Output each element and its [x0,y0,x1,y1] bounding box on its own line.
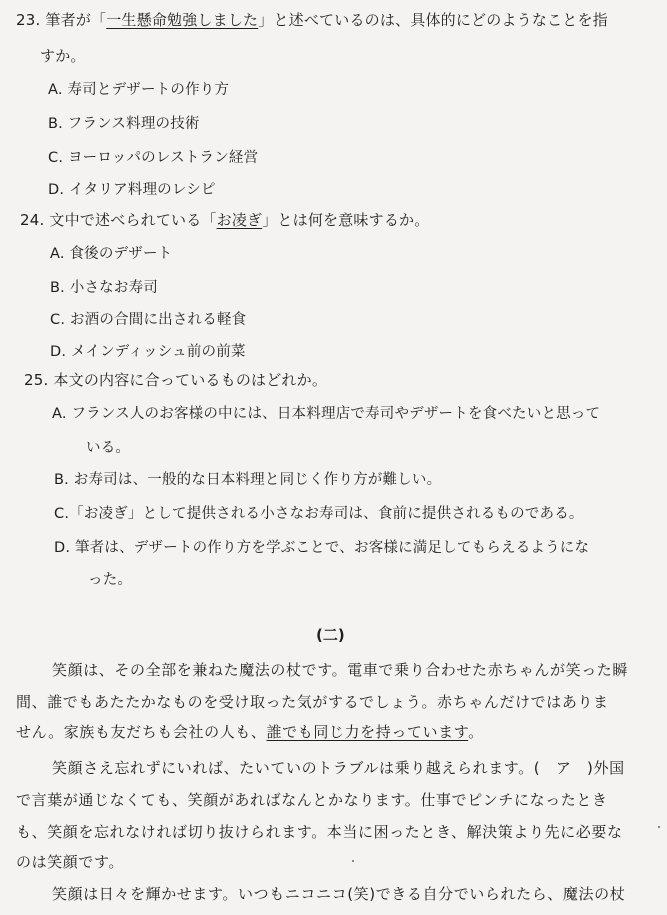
passage-p1-line1: 笑顔は、その全部を兼ねた魔法の杖です。電車で乗り合わせた赤ちゃんが笑った瞬 [52,661,629,679]
question-23-text-pre: 23. 筆者が「 [16,11,107,29]
question-24-option-b: B. 小さなお寿司 [50,280,158,296]
question-24-underlined-phrase: お凌ぎ [216,211,263,229]
question-24-text-post: 」とは何を意味するか。 [262,211,430,229]
passage-p1-line2: 間、誰でもあたたかなものを受け取った気がするでしょう。赤ちゃんだけではありま [16,693,609,711]
question-25-option-d-line1: D. 筆者は、デザートの作り方を学ぶことで、お客様に満足してもらえるようにな [54,540,590,556]
passage-p1-line3 [16,722,484,742]
passage-p2-line3: も、笑顔を忘れなければ切り抜けられます。本当に困ったとき、解決策より先に必要な [16,823,623,841]
question-25-option-b: B. お寿司は、一般的な日本料理と同じく作り方が難しい。 [54,472,442,488]
section-title: (二) [316,626,345,644]
question-23-option-b: B. フランス料理の技術 [48,116,200,132]
question-23-option-c: C. ヨーロッパのレストラン経営 [48,150,259,166]
scan-speck [658,826,660,828]
question-25-option-a-line1: A. フランス人のお客様の中には、日本料理店で寿司やデザートを食べたいと思って [52,406,601,422]
question-23-underlined-phrase: 一生懸命勉強しました [106,11,259,29]
question-23-line2: すか。 [40,47,86,65]
question-24-line1 [20,210,429,230]
question-25-option-d-line2: った。 [88,572,133,588]
question-23-text-post: 」と述べているのは、具体的にどのようなことを指 [258,11,608,29]
question-25-line1: 25. 本文の内容に合っているものはどれか。 [24,371,328,389]
passage-underlined-phrase: 誰でも同じ力を持っています [266,723,469,741]
passage-p2-line1: 笑顔さえ忘れずにいれば、たいていのトラブルは乗り越えられます。( ア )外国 [52,759,625,777]
question-24-option-d: D. メインディッシュ前の前菜 [50,344,246,360]
passage-p1-line3-pre: せん。家族も友だちも会社の人も、 [16,723,267,741]
passage-p1-line3-post: 。 [468,723,484,741]
question-23-line1 [16,10,608,30]
question-23-option-d: D. イタリア料理のレシピ [48,182,216,198]
question-25-option-a-line2: いる。 [86,440,131,456]
question-25-option-c: C.「お凌ぎ」として提供される小さなお寿司は、食前に提供されるものである。 [54,506,584,522]
question-23-option-a: A. 寿司とデザートの作り方 [48,82,230,98]
question-24-text-pre: 24. 文中で述べられている「 [20,211,217,229]
scan-speck [352,860,354,862]
question-24-option-c: C. お酒の合間に出される軽食 [50,312,247,328]
passage-p2-line2: で言葉が通じなくても、笑顔があればなんとかなります。仕事でピンチになったとき [16,791,608,809]
passage-p2-line4: のは笑顔です。 [16,853,125,871]
question-24-option-a: A. 食後のデザート [50,246,173,262]
passage-p3-line1: 笑顔は日々を輝かせます。いつもニコニコ(笑)できる自分でいられたら、魔法の杖 [52,885,626,903]
